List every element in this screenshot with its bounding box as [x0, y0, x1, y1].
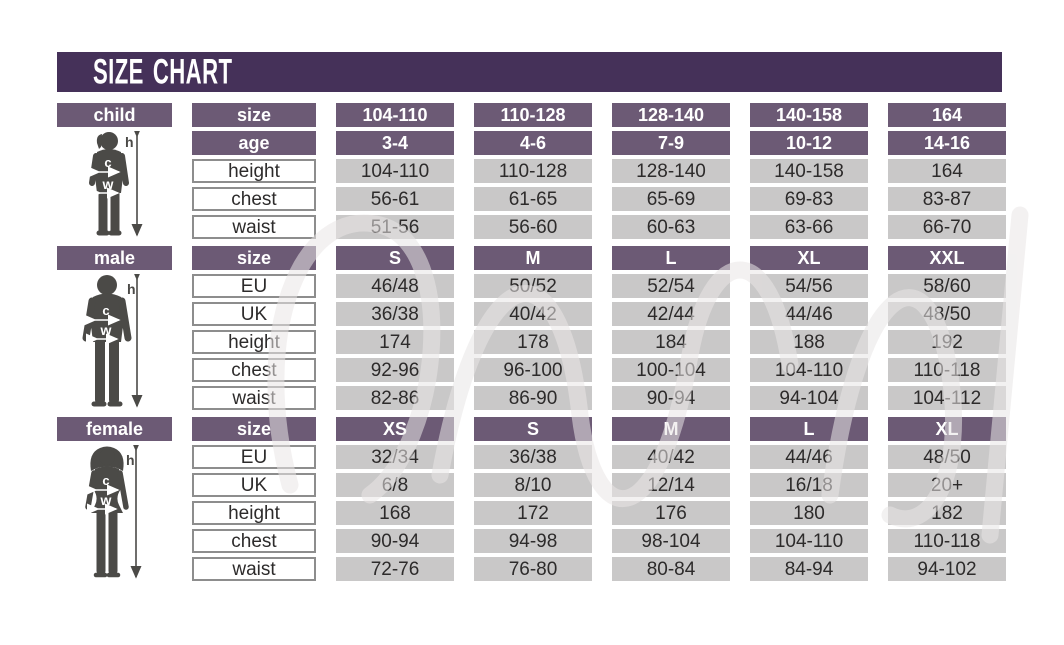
cell-child-size-1: 104-110	[336, 103, 454, 127]
row-label-height: height	[192, 501, 316, 525]
female-figure	[57, 445, 172, 581]
cell-child-chest-1: 56-61	[336, 187, 454, 211]
cell-female-EU-1: 32/34	[336, 445, 454, 469]
cell-child-waist-5: 66-70	[888, 215, 1006, 239]
cell-male-waist-5: 104-112	[888, 386, 1006, 410]
cell-male-size-3: L	[612, 246, 730, 270]
cell-child-age-2: 4-6	[474, 131, 592, 155]
row-label-chest: chest	[192, 187, 316, 211]
cell-child-size-2: 110-128	[474, 103, 592, 127]
cell-child-waist-1: 51-56	[336, 215, 454, 239]
section-title-male: male	[57, 246, 172, 270]
cell-female-chest-3: 98-104	[612, 529, 730, 553]
cell-female-waist-4: 84-94	[750, 557, 868, 581]
male-figure	[57, 274, 172, 410]
cell-child-age-1: 3-4	[336, 131, 454, 155]
chest-letter: c	[104, 155, 112, 170]
section-title-female: female	[57, 417, 172, 441]
cell-male-chest-1: 92-96	[336, 358, 454, 382]
cell-child-size-5: 164	[888, 103, 1006, 127]
cell-male-waist-3: 90-94	[612, 386, 730, 410]
cell-female-size-2: S	[474, 417, 592, 441]
cell-child-waist-4: 63-66	[750, 215, 868, 239]
cell-male-height-5: 192	[888, 330, 1006, 354]
cell-female-height-3: 176	[612, 501, 730, 525]
row-label-size: size	[192, 103, 316, 127]
cell-female-UK-5: 20+	[888, 473, 1006, 497]
cell-child-size-3: 128-140	[612, 103, 730, 127]
cell-male-height-3: 184	[612, 330, 730, 354]
cell-male-UK-3: 42/44	[612, 302, 730, 326]
section-child	[57, 103, 1006, 239]
cell-male-height-4: 188	[750, 330, 868, 354]
cell-male-EU-1: 46/48	[336, 274, 454, 298]
waist-letter: w	[100, 322, 112, 338]
cell-female-UK-1: 6/8	[336, 473, 454, 497]
child-figure	[57, 131, 172, 239]
row-label-EU: EU	[192, 445, 316, 469]
row-label-waist: waist	[192, 557, 316, 581]
cell-female-size-1: XS	[336, 417, 454, 441]
row-label-UK: UK	[192, 302, 316, 326]
cell-male-chest-2: 96-100	[474, 358, 592, 382]
cell-female-waist-5: 94-102	[888, 557, 1006, 581]
row-label-size: size	[192, 417, 316, 441]
cell-child-age-4: 10-12	[750, 131, 868, 155]
female-silhouette	[88, 447, 126, 576]
cell-male-EU-5: 58/60	[888, 274, 1006, 298]
cell-male-UK-5: 48/50	[888, 302, 1006, 326]
cell-child-chest-3: 65-69	[612, 187, 730, 211]
cell-child-height-4: 140-158	[750, 159, 868, 183]
cell-female-chest-4: 104-110	[750, 529, 868, 553]
cell-female-EU-4: 44/46	[750, 445, 868, 469]
row-label-size: size	[192, 246, 316, 270]
section-title-child: child	[57, 103, 172, 127]
cell-child-chest-4: 69-83	[750, 187, 868, 211]
cell-child-chest-2: 61-65	[474, 187, 592, 211]
cell-female-size-3: M	[612, 417, 730, 441]
cell-female-height-4: 180	[750, 501, 868, 525]
chest-letter: c	[102, 303, 110, 318]
cell-male-waist-2: 86-90	[474, 386, 592, 410]
cell-female-waist-3: 80-84	[612, 557, 730, 581]
cell-male-waist-1: 82-86	[336, 386, 454, 410]
row-label-UK: UK	[192, 473, 316, 497]
cell-female-EU-2: 36/38	[474, 445, 592, 469]
cell-male-chest-4: 104-110	[750, 358, 868, 382]
cell-male-waist-4: 94-104	[750, 386, 868, 410]
height-letter: h	[125, 134, 134, 150]
cell-female-waist-1: 72-76	[336, 557, 454, 581]
cell-female-EU-5: 48/50	[888, 445, 1006, 469]
waist-letter: w	[102, 176, 114, 192]
height-letter: h	[126, 452, 135, 468]
cell-male-UK-2: 40/42	[474, 302, 592, 326]
row-label-height: height	[192, 330, 316, 354]
cell-child-size-4: 140-158	[750, 103, 868, 127]
cell-male-UK-4: 44/46	[750, 302, 868, 326]
cell-male-height-1: 174	[336, 330, 454, 354]
male-silhouette-icon	[57, 274, 172, 410]
cell-child-height-3: 128-140	[612, 159, 730, 183]
cell-male-EU-4: 54/56	[750, 274, 868, 298]
size-tables	[57, 103, 1006, 581]
cell-male-size-5: XXL	[888, 246, 1006, 270]
row-label-chest: chest	[192, 358, 316, 382]
cell-female-waist-2: 76-80	[474, 557, 592, 581]
cell-male-UK-1: 36/38	[336, 302, 454, 326]
cell-child-waist-3: 60-63	[612, 215, 730, 239]
cell-female-UK-4: 16/18	[750, 473, 868, 497]
cell-female-chest-5: 110-118	[888, 529, 1006, 553]
cell-male-chest-5: 110-118	[888, 358, 1006, 382]
cell-male-height-2: 178	[474, 330, 592, 354]
cell-female-height-2: 172	[474, 501, 592, 525]
cell-male-size-4: XL	[750, 246, 868, 270]
row-label-chest: chest	[192, 529, 316, 553]
cell-child-age-3: 7-9	[612, 131, 730, 155]
child-silhouette-icon	[57, 131, 172, 239]
cell-female-height-5: 182	[888, 501, 1006, 525]
cell-child-height-1: 104-110	[336, 159, 454, 183]
page-title: SIZE CHART	[93, 51, 233, 92]
header-bar	[57, 52, 1002, 92]
cell-female-UK-2: 8/10	[474, 473, 592, 497]
chest-letter: c	[102, 473, 110, 488]
row-label-age: age	[192, 131, 316, 155]
row-label-waist: waist	[192, 215, 316, 239]
row-label-EU: EU	[192, 274, 316, 298]
cell-child-chest-5: 83-87	[888, 187, 1006, 211]
cell-female-size-4: L	[750, 417, 868, 441]
cell-male-size-2: M	[474, 246, 592, 270]
cell-female-height-1: 168	[336, 501, 454, 525]
cell-female-chest-1: 90-94	[336, 529, 454, 553]
height-letter: h	[127, 281, 136, 297]
row-label-height: height	[192, 159, 316, 183]
section-male	[57, 246, 1006, 410]
cell-female-chest-2: 94-98	[474, 529, 592, 553]
cell-male-size-1: S	[336, 246, 454, 270]
female-silhouette-icon	[57, 445, 172, 581]
row-label-waist: waist	[192, 386, 316, 410]
cell-female-EU-3: 40/42	[612, 445, 730, 469]
cell-child-waist-2: 56-60	[474, 215, 592, 239]
waist-letter: w	[100, 492, 112, 508]
cell-child-age-5: 14-16	[888, 131, 1006, 155]
cell-male-EU-2: 50/52	[474, 274, 592, 298]
section-female	[57, 417, 1006, 581]
cell-female-size-5: XL	[888, 417, 1006, 441]
cell-child-height-5: 164	[888, 159, 1006, 183]
cell-male-EU-3: 52/54	[612, 274, 730, 298]
cell-child-height-2: 110-128	[474, 159, 592, 183]
cell-male-chest-3: 100-104	[612, 358, 730, 382]
cell-female-UK-3: 12/14	[612, 473, 730, 497]
